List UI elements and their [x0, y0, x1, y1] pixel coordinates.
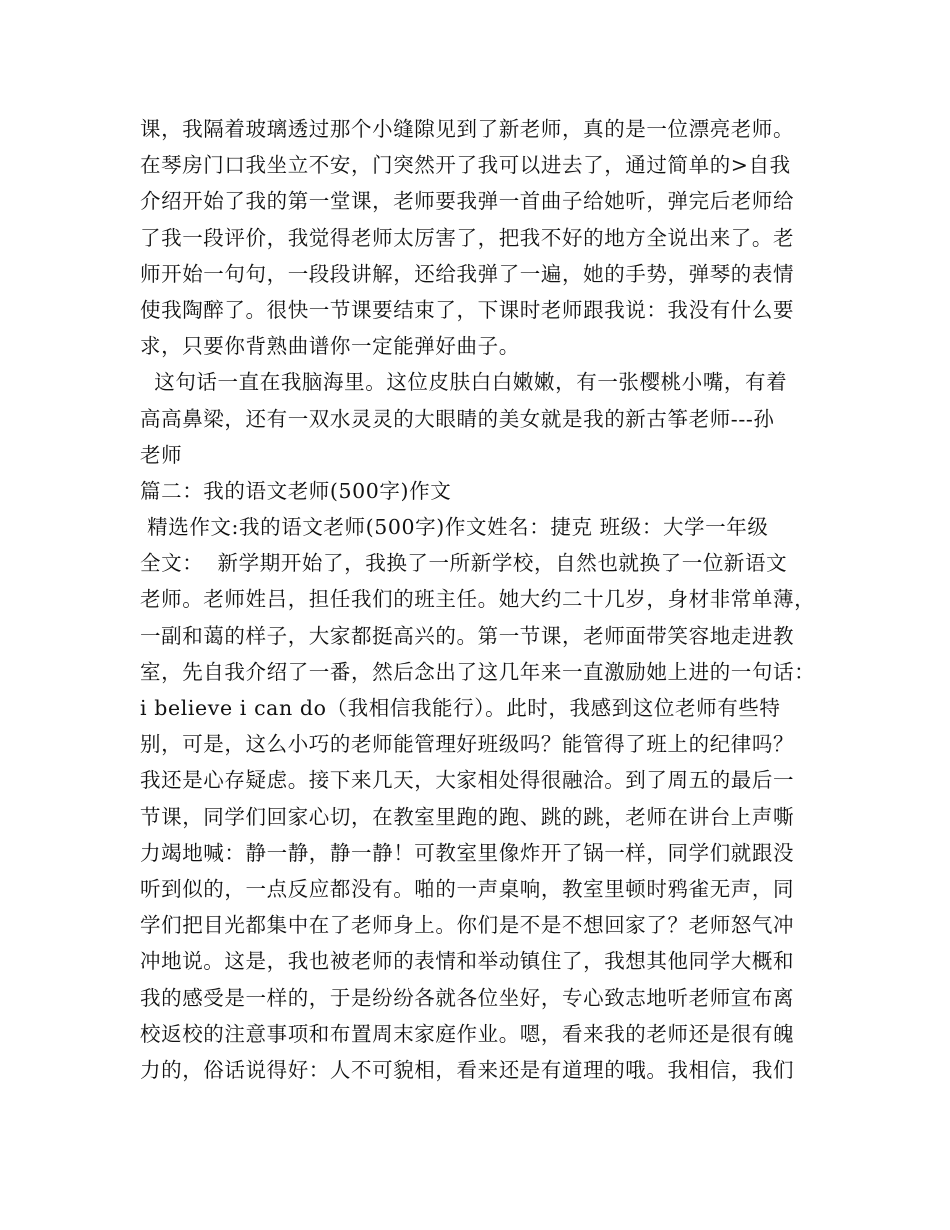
text-line: 节课，同学们回家心切，在教室里跑的跑、跳的跳，老师在讲台上声嘶	[140, 804, 795, 829]
text-line: 课，我隔着玻璃透过那个小缝隙见到了新老师，真的是一位漂亮老师。	[140, 117, 795, 141]
text-line: 力的，俗话说得好：人不可貌相，看来还是有道理的哦。我相信，我们	[140, 1057, 795, 1082]
text-line: 一副和蔼的样子，大家都挺高兴的。第一节课，老师面带笑容地走进教	[140, 623, 795, 648]
text-line: 求，只要你背熟曲谱你一定能弹好曲子。	[140, 334, 520, 359]
text-line: 室，先自我介绍了一番，然后念出了这几年来一直激励她上进的一句话：	[140, 659, 816, 684]
text-line: i believe i can do（我相信我能行）。此时，我感到这位老师有些特	[140, 696, 781, 720]
text-line: 力竭地喊：静一静，静一静！可教室里像炸开了锅一样，同学们就跟没	[140, 840, 795, 865]
text-line: 高高鼻梁，还有一双水灵灵的大眼睛的美女就是我的新古筝老师---孙	[140, 406, 775, 431]
text-line: 别，可是，这么小巧的老师能管理好班级吗？能管得了班上的纪律吗？	[140, 732, 795, 757]
text-line: 师开始一句句，一段段讲解，还给我弹了一遍，她的手势，弹琴的表情	[140, 261, 795, 286]
text-line: 全文： 新学期开始了，我换了一所新学校，自然也就换了一位新语文	[140, 551, 788, 576]
section-heading: 篇二：我的语文老师(500字)作文	[140, 478, 452, 503]
text-line: 使我陶醉了。很快一节课要结束了，下课时老师跟我说：我没有什么要	[140, 297, 795, 322]
text-line: 这句话一直在我脑海里。这位皮肤白白嫩嫩，有一张樱桃小嘴，有着	[140, 370, 788, 395]
text-line: 我的感受是一样的，于是纷纷各就各位坐好，专心致志地听老师宣布离	[140, 985, 795, 1010]
text-line: 听到似的，一点反应都没有。啪的一声桌响，教室里顿时鸦雀无声，同	[140, 876, 795, 901]
text-line: 学们把目光都集中在了老师身上。你们是不是不想回家了？老师怒气冲	[140, 913, 795, 938]
text-line: 老师	[140, 442, 183, 467]
text-line: 在琴房门口我坐立不安，门突然开了我可以进去了，通过简单的>自我	[140, 153, 791, 178]
text-line: 冲地说。这是，我也被老师的表情和举动镇住了，我想其他同学大概和	[140, 949, 795, 974]
body-text	[140, 111, 830, 1088]
text-line: 介绍开始了我的第一堂课，老师要我弹一首曲子给她听，弹完后老师给	[140, 189, 795, 214]
text-line: 精选作文:我的语文老师(500字)作文姓名：捷克 班级：大学一年级	[140, 515, 769, 540]
text-line: 老师。老师姓吕，担任我们的班主任。她大约二十几岁，身材非常单薄，	[140, 587, 816, 612]
text-line: 了我一段评价，我觉得老师太厉害了，把我不好的地方全说出来了。老	[140, 225, 795, 250]
text-line: 我还是心存疑虑。接下来几天，大家相处得很融洽。到了周五的最后一	[140, 768, 795, 793]
text-line: 校返校的注意事项和布置周末家庭作业。嗯，看来我的老师还是很有魄	[140, 1021, 795, 1046]
